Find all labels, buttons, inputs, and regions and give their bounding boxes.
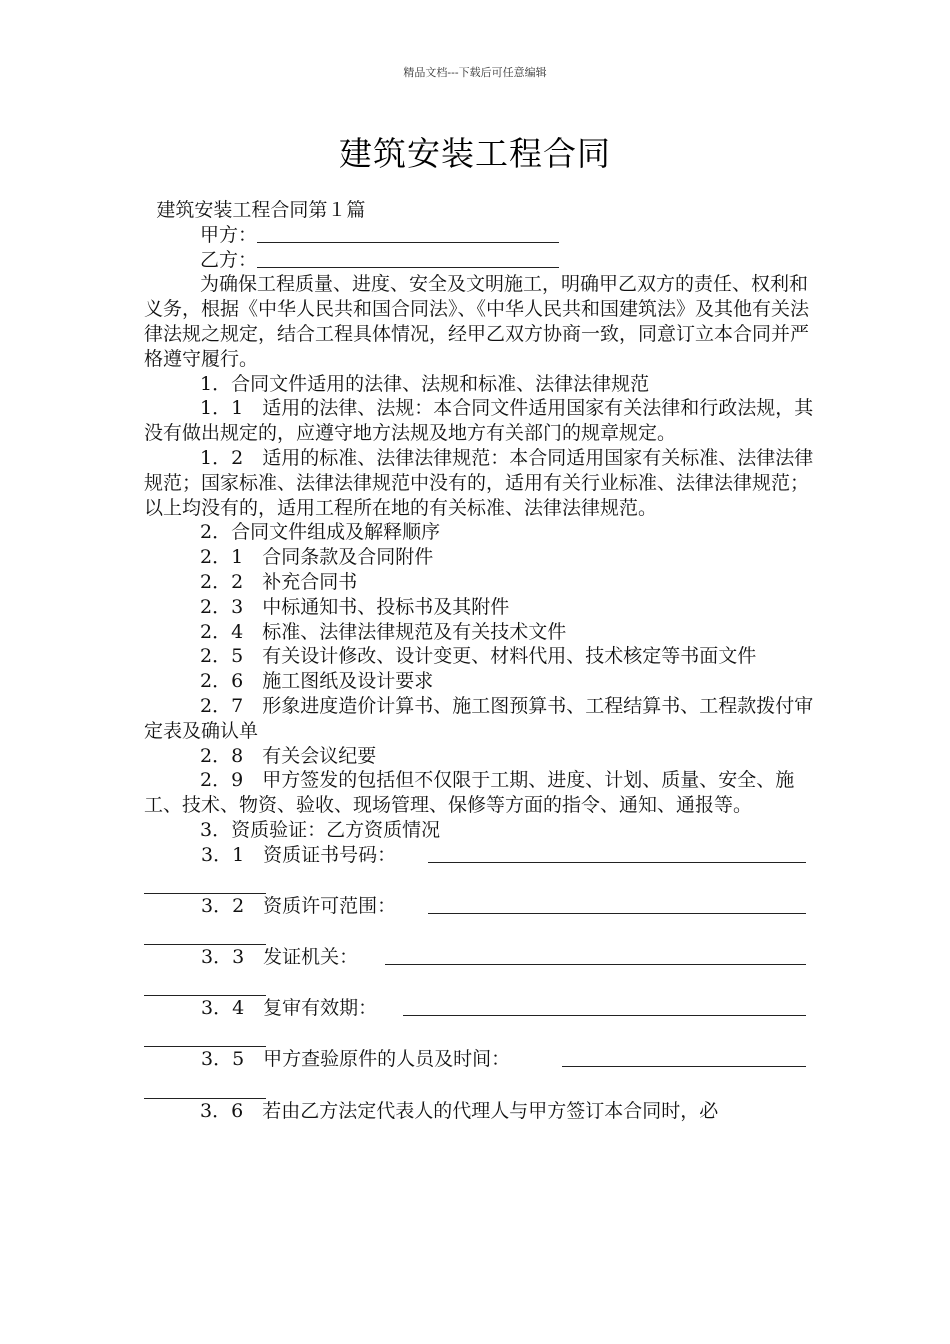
fill-item-label: 3．2 资质许可范围： bbox=[201, 894, 397, 917]
clause-3: 3．资质验证：乙方资质情况 bbox=[200, 818, 441, 841]
clause-2-5: 2．5 有关设计修改、设计变更、材料代用、技术核定等书面文件 bbox=[200, 645, 757, 668]
fill-item-3-3 bbox=[144, 945, 824, 970]
intro-paragraph: 为确保工程质量、进度、安全及文明施工，明确甲乙双方的责任、权利和义务，根据《中华人民共和国合同法》、《中华人民共和国建筑法》及其他有关法律法规之规定，结合工程具体情况，经甲乙双方协商一致，同意订立本合同并严格遵守履行。 bbox=[144, 273, 810, 370]
fill-item-3-5 bbox=[144, 1047, 824, 1072]
clause-2-3: 2．3 中标通知书、投标书及其附件 bbox=[200, 595, 510, 618]
fill-blank-continuation bbox=[144, 1072, 266, 1098]
clause-1-1: 1．1 适用的法律、法规：本合同文件适用国家有关法律和行政法规，其没有做出规定的，应遵守地方法规及地方有关部门的规章规定。 bbox=[144, 397, 814, 445]
fill-blank bbox=[428, 862, 806, 863]
page-header: 精品文档---下载后可任意编辑 bbox=[403, 66, 547, 79]
party-b-line bbox=[144, 248, 824, 273]
fill-blank bbox=[385, 964, 806, 965]
fill-item-3-1 bbox=[144, 843, 824, 868]
clause-2: 2．合同文件组成及解释顺序 bbox=[200, 521, 441, 544]
fill-item-label: 3．1 资质证书号码： bbox=[201, 843, 397, 866]
clause-2-7: 2．7 形象进度造价计算书、施工图预算书、工程结算书、工程款拨付审定表及确认单 bbox=[144, 694, 814, 742]
fill-blank-continuation bbox=[144, 970, 266, 996]
party-a-blank bbox=[257, 224, 559, 243]
fill-item-3-4 bbox=[144, 996, 824, 1021]
fill-item-label: 3．5 甲方查验原件的人员及时间： bbox=[201, 1048, 511, 1071]
fill-blank-continuation bbox=[144, 1021, 266, 1047]
section-subtitle: 建筑安装工程合同第１篇 bbox=[156, 199, 366, 221]
document-body bbox=[144, 198, 824, 1123]
fill-blank-continuation bbox=[144, 868, 266, 894]
party-b-blank bbox=[257, 249, 559, 268]
clause-2-2: 2．2 补充合同书 bbox=[200, 570, 358, 593]
fill-item-3-2 bbox=[144, 894, 824, 919]
fill-item-label: 3．3 发证机关： bbox=[201, 946, 359, 969]
fill-blank bbox=[403, 1015, 806, 1016]
party-a-label: 甲方： bbox=[200, 223, 258, 246]
clause-1-2: 1．2 适用的标准、法律法律规范：本合同适用国家有关标准、法律法律规范；国家标准、法律法律规范中没有的，适用有关行业标准、法律法律规范；以上均没有的，适用工程所在地的有关标准、法律法律规范。 bbox=[144, 446, 814, 519]
fill-blank-continuation bbox=[144, 919, 266, 945]
fill-item-label: 3．4 复审有效期： bbox=[201, 997, 378, 1020]
fill-blank bbox=[428, 913, 806, 914]
clause-2-9: 2．9 甲方签发的包括但不仅限于工期、进度、计划、质量、安全、施工、技术、物资、验收、现场管理、保修等方面的指令、通知、通报等。 bbox=[144, 769, 795, 817]
clause-1: 1．合同文件适用的法律、法规和标准、法律法律规范 bbox=[200, 372, 650, 395]
clause-2-8: 2．8 有关会议纪要 bbox=[200, 744, 377, 767]
party-b-label: 乙方： bbox=[200, 248, 258, 271]
party-a-line bbox=[144, 223, 824, 248]
clause-3-6: 3．6 若由乙方法定代表人的代理人与甲方签订本合同时，必 bbox=[200, 1099, 719, 1122]
clause-2-1: 2．1 合同条款及合同附件 bbox=[200, 546, 434, 569]
fill-blank bbox=[562, 1066, 806, 1067]
document-title: 建筑安装工程合同 bbox=[339, 134, 611, 173]
clause-2-6: 2．6 施工图纸及设计要求 bbox=[200, 670, 434, 693]
clause-2-4: 2．4 标准、法律法律规范及有关技术文件 bbox=[200, 620, 567, 643]
